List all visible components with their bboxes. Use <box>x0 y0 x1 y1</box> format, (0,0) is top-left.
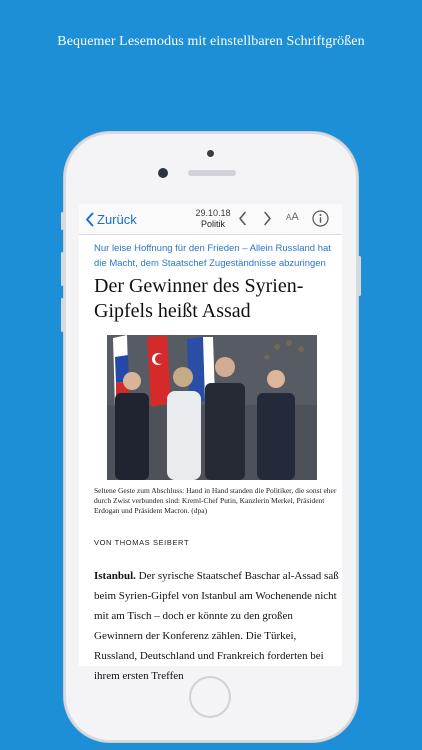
font-size-large-a: A <box>291 211 299 223</box>
body-paragraph: Der syrische Staatschef Baschar al-Assad saß beim Syrien-Gipfel von Istanbul am Wochenende nicht mit am Tisch – doch er könnte zu den großen Gewinnern der Konferenz zählen. Die Türkei, Russland, Deutschland und Frankreich forderten bei ihrem ersten Treffen <box>94 570 339 682</box>
back-label: Zurück <box>97 211 137 227</box>
font-size-icon[interactable] <box>286 211 299 223</box>
issue-info <box>183 208 243 230</box>
front-camera <box>158 168 168 178</box>
back-button[interactable] <box>85 209 137 229</box>
article-author: VON THOMAS SEIBERT <box>94 538 190 547</box>
mute-switch <box>61 212 64 230</box>
proximity-sensor <box>207 150 214 157</box>
navigation-bar <box>79 204 342 235</box>
info-icon[interactable] <box>312 210 329 227</box>
previous-article-icon[interactable] <box>238 211 247 226</box>
dateline: Istanbul. <box>94 570 136 582</box>
issue-date: 29.10.18 <box>195 208 231 218</box>
article-photo <box>107 335 317 480</box>
volume-up-button <box>61 252 64 286</box>
phone-frame <box>64 132 358 742</box>
app-screen <box>79 204 342 682</box>
article-title: Der Gewinner des Syrien-Gipfels heißt Assad <box>94 275 304 322</box>
volume-down-button <box>61 298 64 332</box>
article-body <box>94 566 340 686</box>
promo-headline: Bequemer Lesemodus mit einstellbaren Schriftgrößen <box>57 34 365 49</box>
article-teaser: Nur leise Hoffnung für den Frieden – Allein Russland hat die Macht, dem Staatschef Zugeständnisse abzuringen <box>94 243 331 269</box>
section-name: Politik <box>200 219 225 229</box>
photo-caption: Seltene Geste zum Abschluss: Hand in Hand standen die Politiker, die sonst eher durch Zwist verbunden sind: Kreml-Chef Putin, Kanzlerin Merkel, Präsident Erdogan und Präsident Macron. (dpa) <box>94 486 337 515</box>
font-size-small-a: A <box>286 213 292 222</box>
chevron-left-icon <box>85 212 94 227</box>
next-article-icon[interactable] <box>263 211 272 226</box>
earpiece-speaker <box>188 170 236 176</box>
home-button[interactable] <box>189 676 231 718</box>
power-button <box>358 256 361 296</box>
